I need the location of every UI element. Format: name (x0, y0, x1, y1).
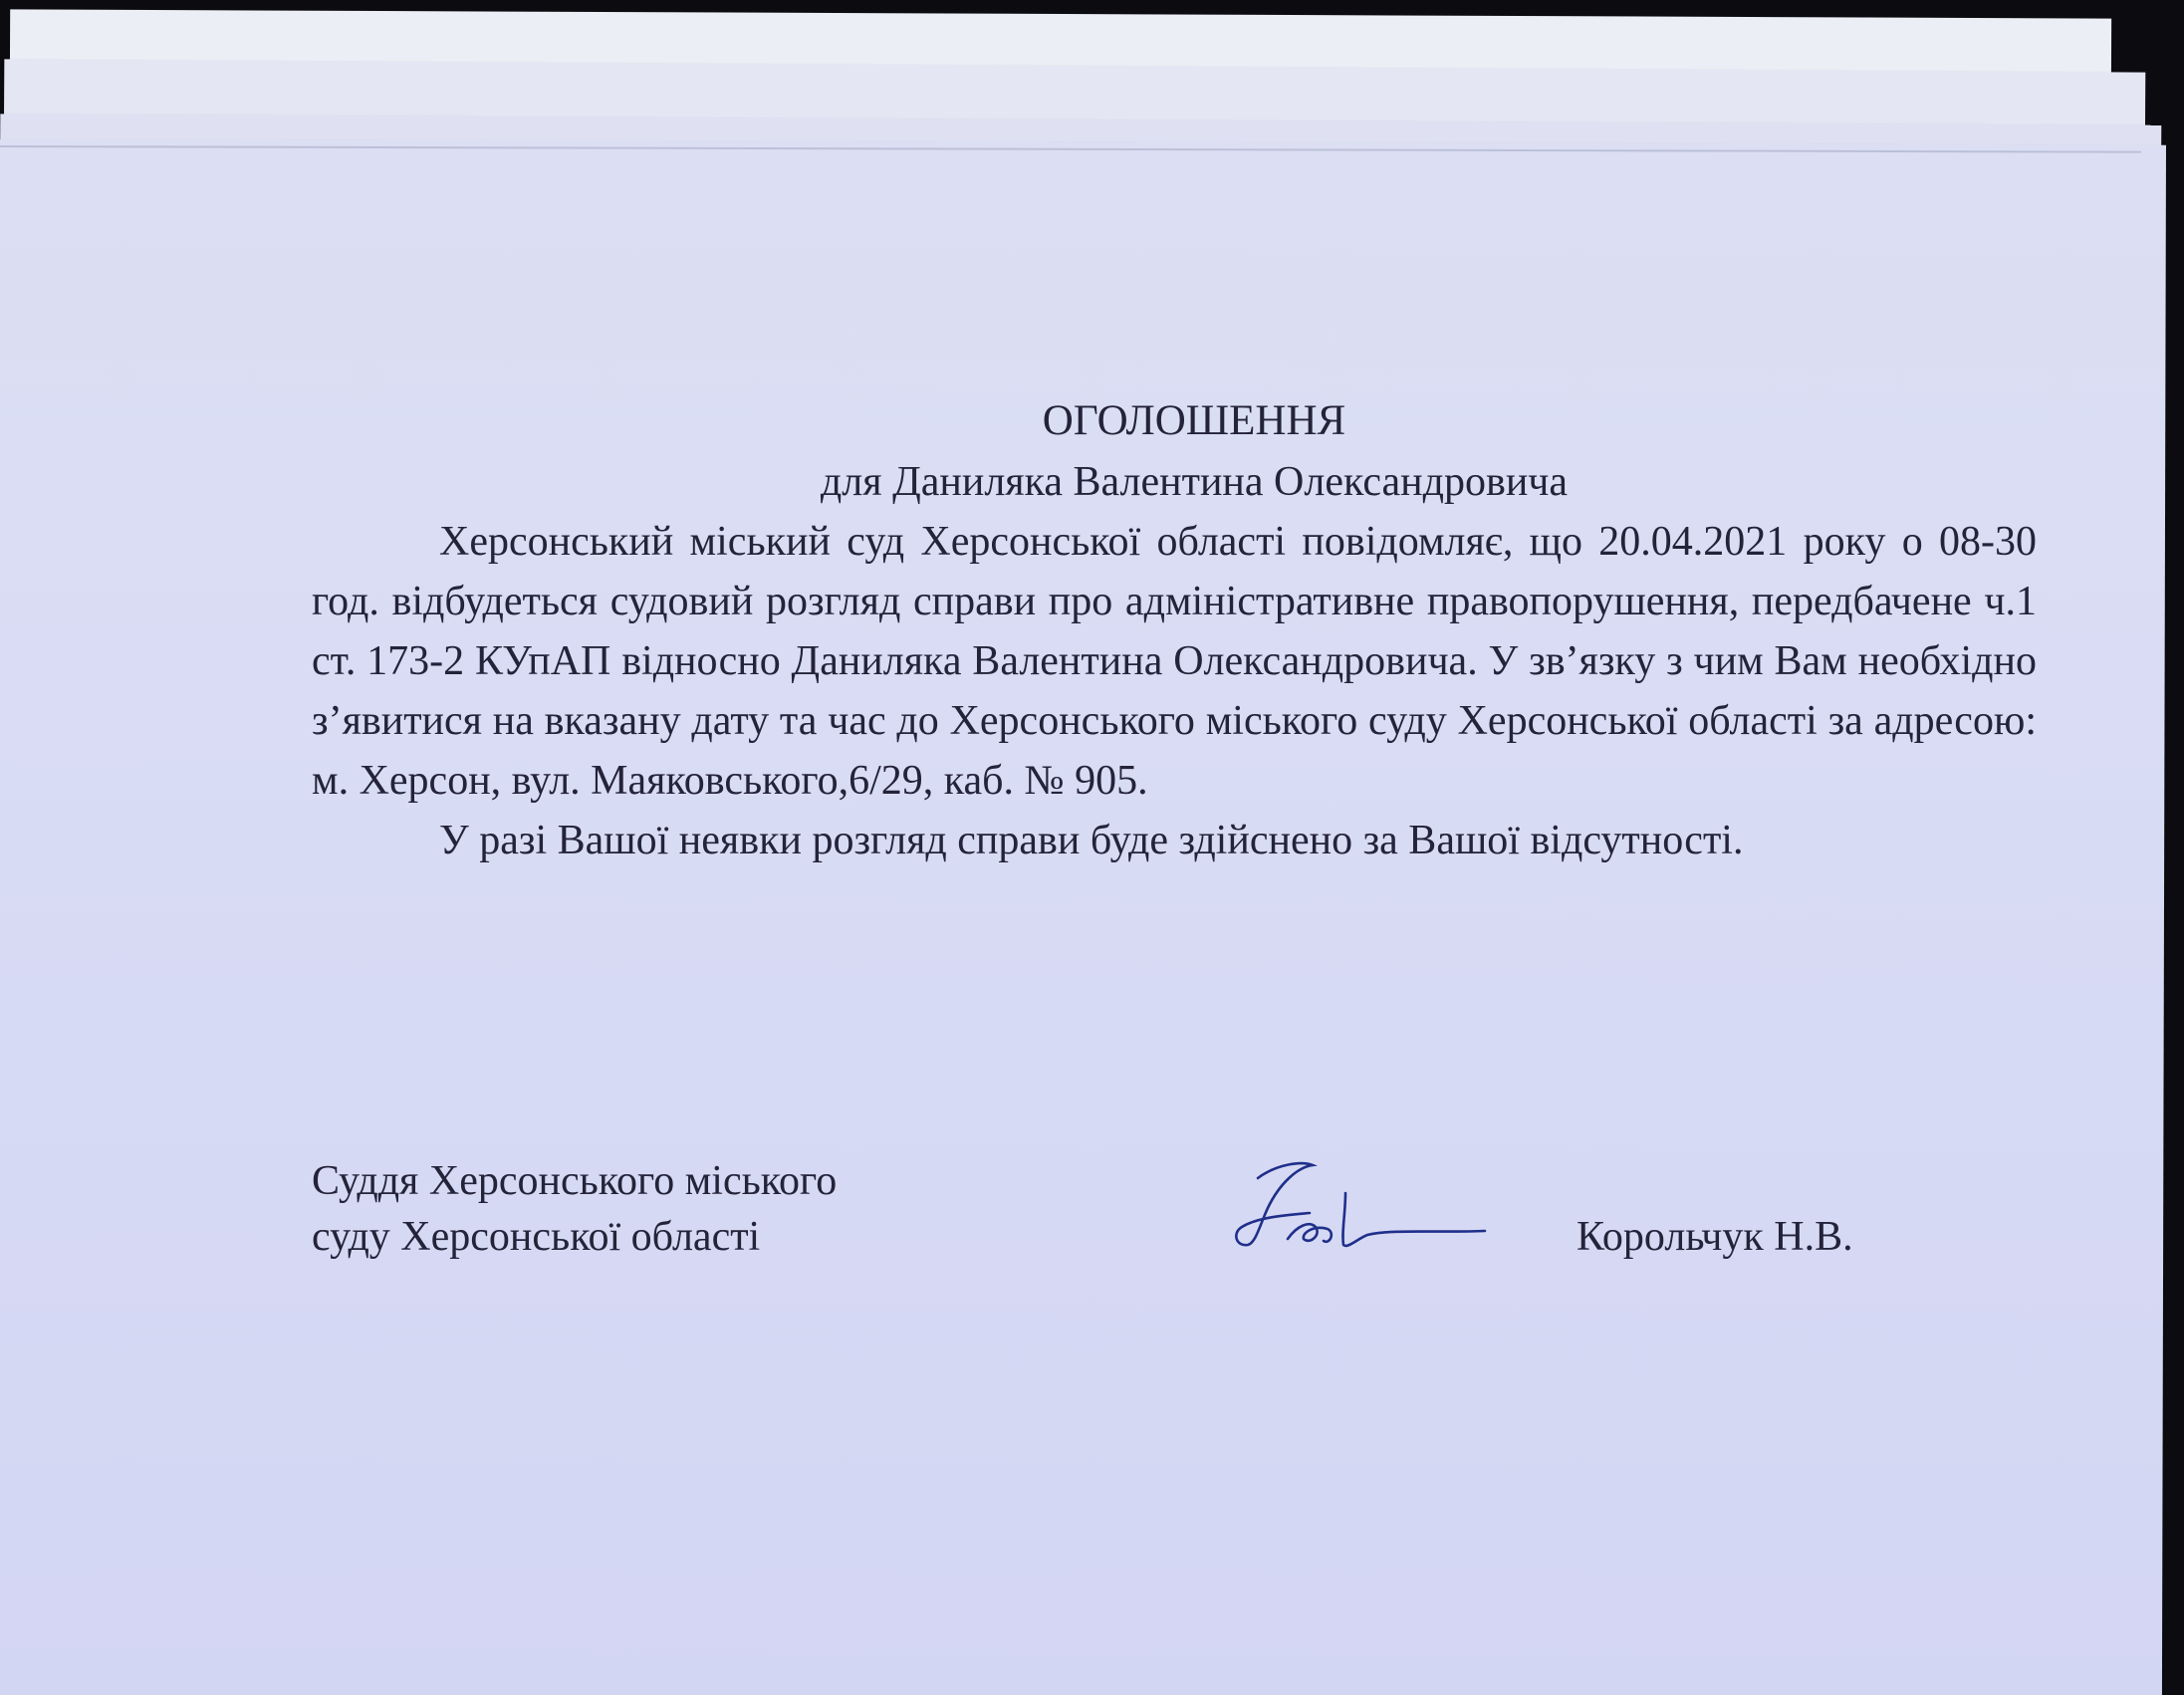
announcement-text (312, 390, 2037, 870)
paragraph-hearing-notice: Херсонський міський суд Херсонської області повідомляє, що 20.04.2021 року о 08-30 год. відбудеться судовий розгляд справи про адміністративне правопорушення, передбачене ч.1 ст. 173-2 КУпАП відносно Даниляка Валентина Олександровича. У зв’язку з чим Вам необхідно з’явитися на вказану дату та час до Херсонського міського суду Херсонської області за адресою: м. Херсон, вул. Маяковського,6/29, каб. № 905. (312, 519, 2037, 804)
judge-position-line-2: суду Херсонської області (312, 1214, 761, 1260)
signature-block (312, 1153, 2104, 1283)
judge-position (312, 1153, 1029, 1265)
judge-name: Корольчук Н.В. (1577, 1214, 1853, 1260)
document-title: ОГОЛОШЕННЯ (1042, 397, 1346, 444)
paper-sheet-main (0, 139, 2166, 1695)
sheet-edge-line (0, 145, 2141, 153)
paragraph-absence-notice: У разі Вашої неявки розгляд справи буде здійснено за Вашої відсутності. (439, 818, 1744, 863)
judge-position-line-1: Суддя Херсонського міського (312, 1158, 838, 1204)
document-addressee: для Даниляка Валентина Олександровича (820, 459, 1569, 505)
handwritten-signature (1218, 1153, 1497, 1273)
